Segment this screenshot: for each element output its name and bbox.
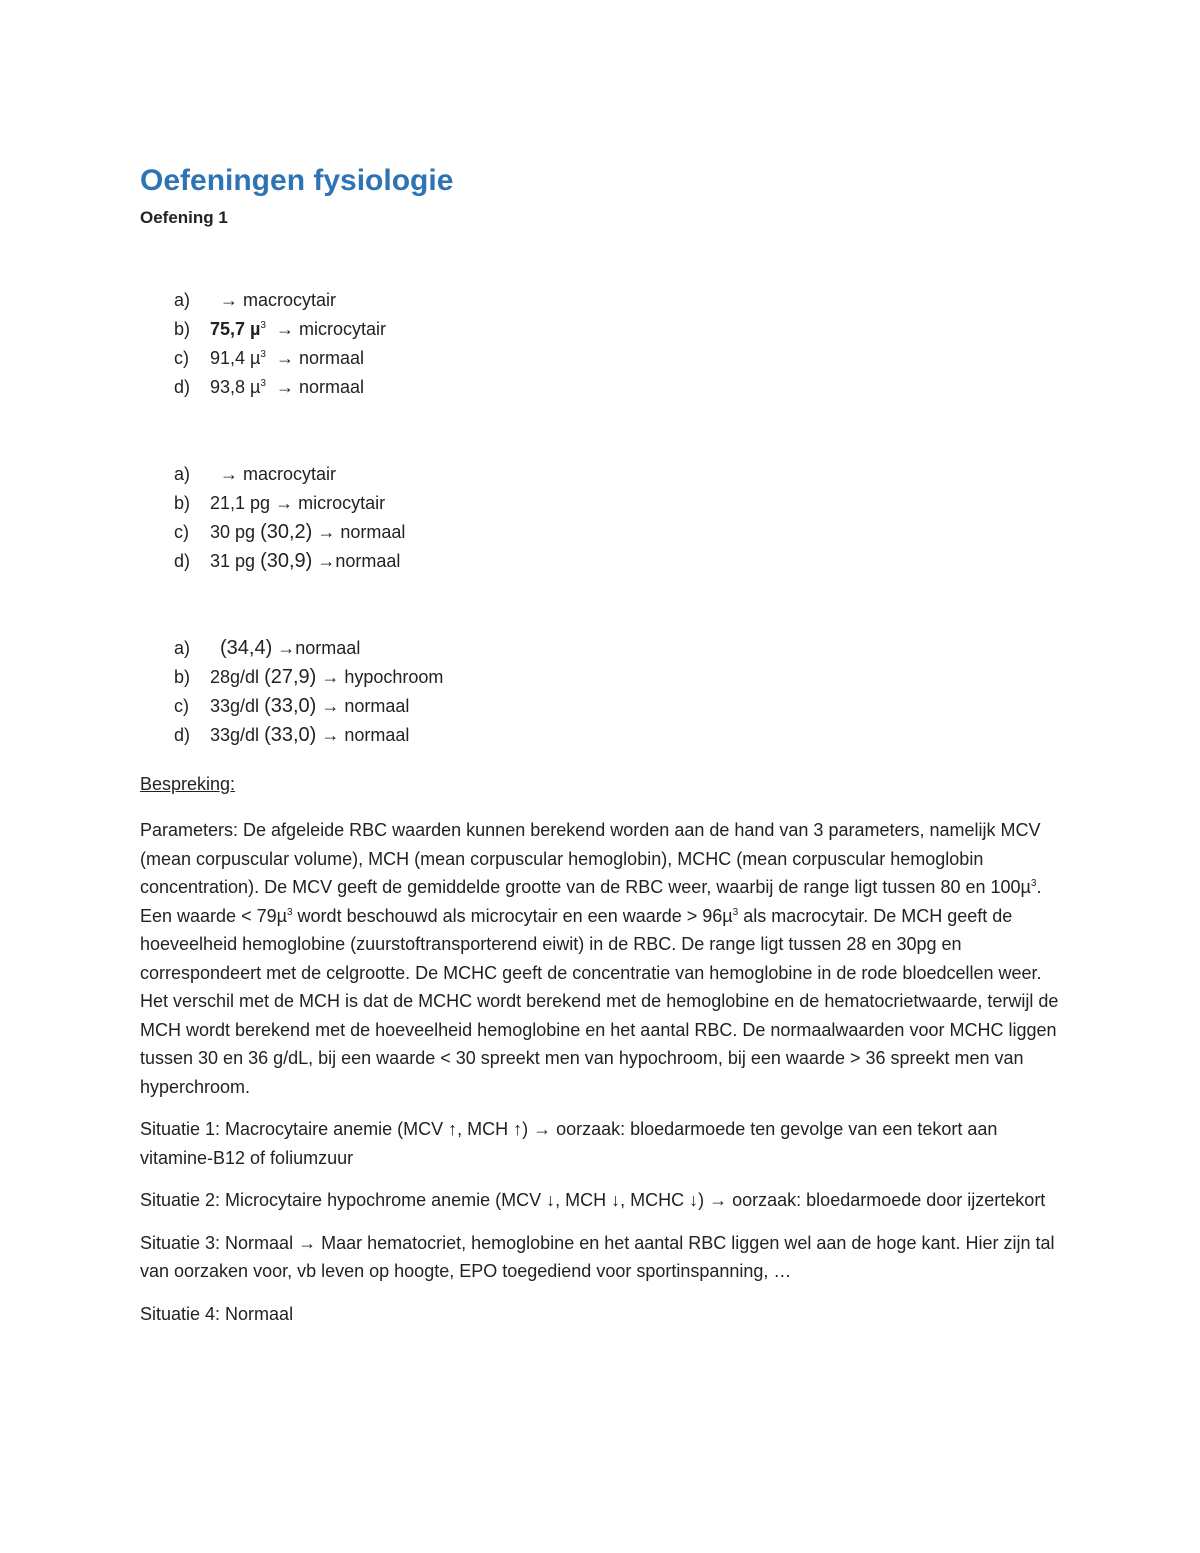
item-text bbox=[210, 489, 385, 518]
item-result: →normaal bbox=[317, 551, 401, 571]
item-calculated-value: (33,0) bbox=[264, 695, 317, 717]
item-text bbox=[210, 315, 386, 344]
paragraph-text: . Een waarde < 79µ bbox=[140, 877, 1042, 926]
item-exponent: 3 bbox=[260, 378, 266, 389]
exercise-heading: Oefening 1 bbox=[140, 208, 228, 227]
item-text bbox=[210, 634, 360, 663]
list-item bbox=[140, 489, 1070, 518]
item-label: b) bbox=[174, 493, 191, 513]
situation-2-paragraph: Situatie 2: Microcytaire hypochrome anemie (MCV ↓, MCH ↓, MCHC ↓) → oorzaak: bloedarmoede door ijzertekort bbox=[140, 1190, 1046, 1210]
item-label: c) bbox=[174, 522, 189, 542]
item-value: 33g/dl bbox=[210, 725, 260, 745]
list-item bbox=[140, 547, 1070, 576]
item-exponent: 3 bbox=[260, 349, 266, 360]
item-value: 93,8 µ bbox=[210, 377, 261, 397]
item-text bbox=[210, 518, 405, 547]
paragraph-text: als macrocytair. De MCH geeft de hoeveelheid hemoglobine (zuurstoftransporterend eiwit) in de RBC. De range ligt tussen 28 en 30pg en correspondeert met de celgrootte. De MCHC geeft de concentratie van hemoglobine in de rode bloedcellen weer. Het verschil met de MCH is dat de MCHC wordt berekend met de hemoglobine en de hematocrietwaarde, terwijl de MCH wordt berekend met de hoeveelheid hemoglobine en het aantal RBC. De normaalwaarden voor MCHC liggen tussen 30 en 36 g/dL, bij een waarde < 30 spreekt men van hypochroom, bij een waarde > 36 spreekt men van hyperchroom. bbox=[140, 905, 1059, 1097]
item-text bbox=[210, 663, 443, 692]
list-item bbox=[140, 315, 1070, 344]
item-result: → normaal bbox=[321, 696, 410, 716]
item-result: → hypochroom bbox=[321, 667, 444, 687]
situation-1-paragraph: Situatie 1: Macrocytaire anemie (MCV ↑, MCH ↑) → oorzaak: bloedarmoede ten gevolge van een tekort aan vitamine-B12 of foliumzuur bbox=[140, 1119, 998, 1168]
item-calculated-value: (27,9) bbox=[264, 666, 317, 688]
item-label: a) bbox=[174, 290, 191, 310]
item-label: a) bbox=[174, 464, 191, 484]
item-text bbox=[210, 721, 409, 750]
list-item bbox=[140, 286, 1070, 315]
document-title: Oefeningen fysiologie bbox=[140, 164, 454, 197]
item-text bbox=[210, 373, 364, 402]
item-label: c) bbox=[174, 696, 189, 716]
bespreking-heading: Bespreking: bbox=[140, 774, 236, 794]
exponent: 3 bbox=[1030, 878, 1037, 889]
item-text bbox=[210, 344, 364, 373]
item-value: 33g/dl bbox=[210, 696, 260, 716]
item-value: 75,7 µ bbox=[210, 319, 261, 339]
item-calculated-value: (30,9) bbox=[260, 550, 313, 572]
mcv-answer-list bbox=[140, 286, 1070, 402]
item-result: → normaal bbox=[275, 348, 365, 368]
item-value: 91,4 µ bbox=[210, 348, 261, 368]
paragraph-text: wordt beschouwd als microcytair en een waarde > 96µ bbox=[292, 905, 733, 926]
exponent: 3 bbox=[732, 906, 739, 918]
item-label: d) bbox=[174, 551, 191, 571]
item-exponent: 3 bbox=[260, 320, 266, 331]
mchc-answer-list bbox=[140, 634, 1070, 750]
item-result: → macrocytair bbox=[220, 464, 337, 484]
situation-4-paragraph: Situatie 4: Normaal bbox=[140, 1303, 294, 1324]
list-item bbox=[140, 634, 1070, 663]
list-item bbox=[140, 460, 1070, 489]
item-text bbox=[210, 286, 336, 315]
list-item bbox=[140, 663, 1070, 692]
list-item bbox=[140, 721, 1070, 750]
item-result: →normaal bbox=[277, 638, 361, 658]
item-text bbox=[210, 692, 409, 721]
item-calculated-value: (30,2) bbox=[260, 521, 313, 543]
list-item bbox=[140, 344, 1070, 373]
paragraph-text: Parameters: De afgeleide RBC waarden kunnen berekend worden aan de hand van 3 parameters, namelijk MCV (mean corpuscular volume), MCH (mean corpuscular hemoglobin), MCHC (mean corpuscular hemoglobin concentration). De MCV geeft de gemiddelde grootte van de RBC weer, waarbij de range ligt tussen 80 en 100µ bbox=[140, 820, 1041, 897]
item-label: a) bbox=[174, 638, 191, 658]
item-result: → microcytair bbox=[275, 493, 386, 513]
list-item bbox=[140, 373, 1070, 402]
item-result: → normaal bbox=[317, 522, 406, 542]
item-text bbox=[210, 460, 336, 489]
item-result: → normaal bbox=[275, 377, 365, 397]
item-label: d) bbox=[174, 725, 191, 745]
exponent: 3 bbox=[286, 906, 293, 918]
item-value: 30 pg bbox=[210, 522, 256, 542]
item-value: 31 pg bbox=[210, 551, 256, 571]
item-calculated-value: (33,0) bbox=[264, 724, 317, 746]
item-result: → normaal bbox=[321, 725, 410, 745]
item-result: → microcytair bbox=[275, 319, 386, 339]
parameters-paragraph bbox=[140, 816, 1070, 1101]
item-value: 21,1 pg bbox=[210, 493, 271, 513]
document-content bbox=[140, 160, 1070, 1328]
item-calculated-value: (34,4) bbox=[220, 637, 273, 659]
item-text bbox=[210, 547, 400, 576]
item-label: c) bbox=[174, 348, 189, 368]
item-label: d) bbox=[174, 377, 191, 397]
item-label: b) bbox=[174, 667, 191, 687]
situation-3-paragraph: Situatie 3: Normaal → Maar hematocriet, hemoglobine en het aantal RBC liggen wel aan de hoge kant. Hier zijn tal van oorzaken voor, vb leven op hoogte, EPO toegediend voor sportinspanning, … bbox=[140, 1232, 1055, 1281]
list-item bbox=[140, 692, 1070, 721]
item-result: → macrocytair bbox=[220, 290, 337, 310]
item-value: 28g/dl bbox=[210, 667, 260, 687]
list-item bbox=[140, 518, 1070, 547]
item-label: b) bbox=[174, 319, 191, 339]
mch-answer-list bbox=[140, 460, 1070, 576]
